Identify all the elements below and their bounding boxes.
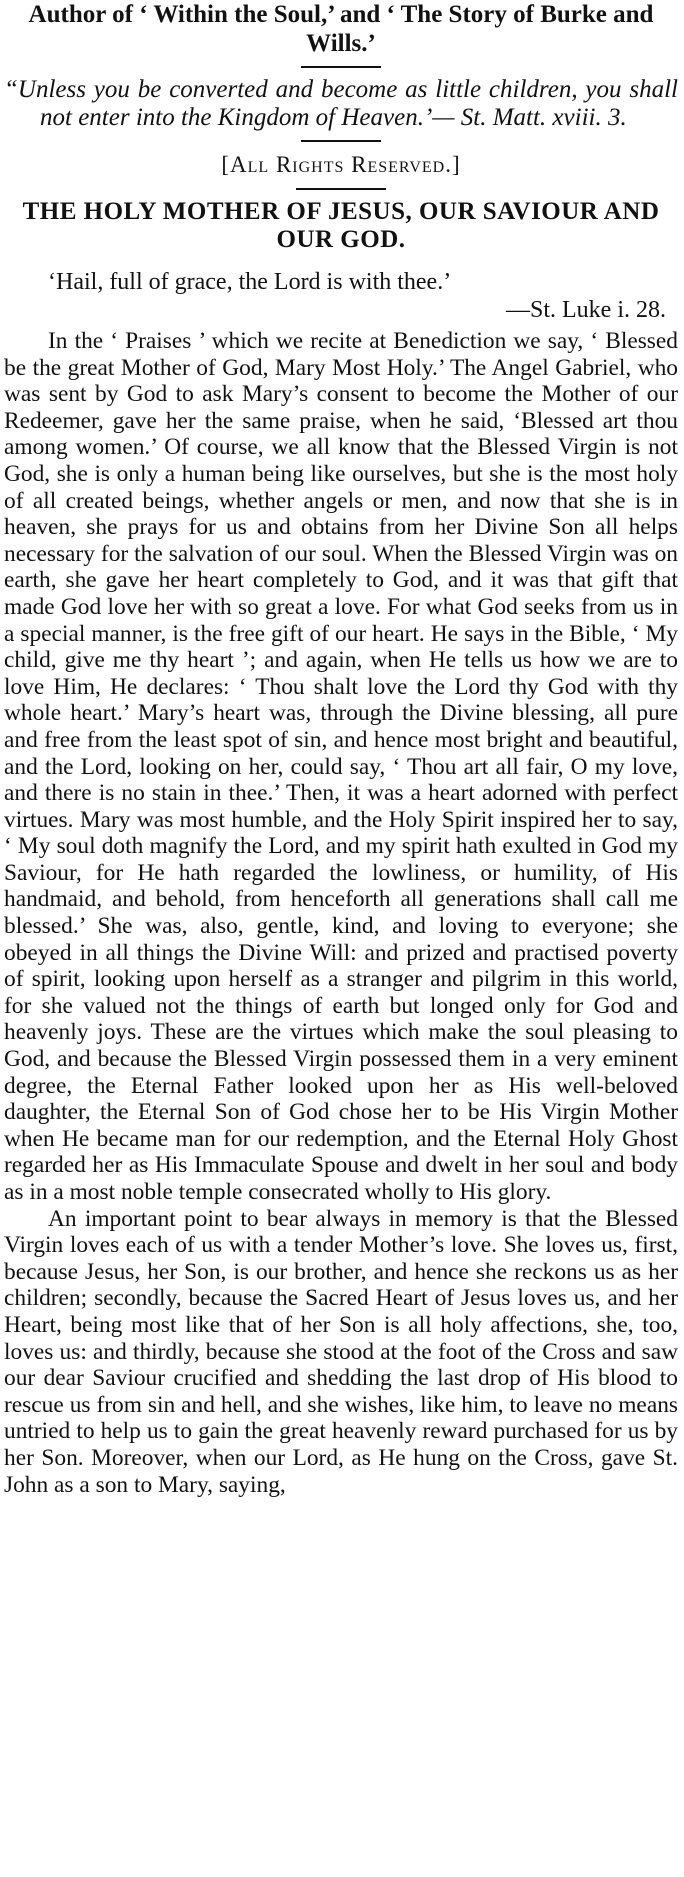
scripture-source: —St. Luke i. 28. bbox=[506, 297, 666, 323]
rights-notice: [All Rights Reserved.] bbox=[221, 152, 461, 177]
paragraph: In the ‘ Praises ’ which we recite at Benediction we say, ‘ Blessed be the great Mother of God, Mary Most Holy.’ The Angel Gabriel, who was sent by God to ask Mary’s consent to become the Mother of our Redeemer, gave her the same praise, when he said, ‘Blessed art thou among women.’ Of course, we all know that the Blessed Virgin is not God, she is only a human being like ourselves, but she is the most holy of all created beings, whether angels or men, and now that she is in heaven, she prays for us and obtains from her Divine Son all helps necessary for the salvation of our soul. When the Blessed Virgin was on earth, she gave her heart completely to God, and it was that gift that made God love her with so great a love. For what God seeks from us in a special manner, is the free gift of our heart. He says in the Bible, ‘ My child, give me thy heart ’; and again, when He tells us how we are to love Him, He declares: ‘ Thou shalt love the Lord thy God with thy whole heart.’ Mary’s heart was, through the Divine blessing, all pure and free from the least spot of sin, and hence most bright and beautiful, and the Lord, looking on her, could say, ‘ Thou art all fair, O my love, and there is no stain in thee.’ Then, it was a heart adorned with perfect virtues. Mary was most humble, and the Holy Spirit inspired her to say, ‘ My soul doth magnify the Lord, and my spirit hath exulted in God my Saviour, for He hath regarded the lowliness, or humility, of His handmaid, and behold, from henceforth all generations shall call me blessed.’ She was, also, gentle, kind, and loving to everyone; she obeyed in all things the Divine Will: and prized and practised poverty of spirit, looking upon herself as a stranger and pilgrim in this world, for she valued not the things of earth but longed only for God and heavenly joys. These are the virtues which make the soul pleasing to God, and because the Blessed Virgin possessed them in a very eminent degree, the Eternal Father looked upon her as His well-beloved daughter, the Eternal Son of God chose her to be His Virgin Mother when He became man for our redemption, and the Eternal Holy Ghost regarded her as His Immaculate Spouse and dwelt in her soul and body as in a most noble temple consecrated wholly to His glory. bbox=[4, 328, 678, 1205]
divider bbox=[301, 66, 381, 68]
divider bbox=[296, 188, 386, 190]
rights-text: All Rights Reserved. bbox=[230, 152, 452, 177]
epigraph: “Unless you be converted and become as little children, you shall not enter into the Kingdom of Heaven.’— St. Matt. xviii. 3. bbox=[4, 76, 678, 131]
article-title: THE HOLY MOTHER OF JESUS, OUR SAVIOUR AND OUR GOD. bbox=[22, 198, 660, 253]
paragraph: An important point to bear always in memory is that the Blessed Virgin loves each of us with a tender Mother’s love. She loves us, first, because Jesus, her Son, is our brother, and hence she reckons us as her children; secondly, because the Sacred Heart of Jesus loves us, and her Heart, being most like that of her Son is all holy affections, she, too, loves us: and thirdly, because she stood at the foot of the Cross and saw our dear Saviour crucified and shedding the last drop of His blood to rescue us from sin and hell, and she wishes, like him, to leave no means untried to help us to gain the great heavenly reward purchased for us by her Son. Moreover, when our Lord, as He hung on the Cross, gave St. John as a son to Mary, saying, bbox=[4, 1205, 678, 1498]
author-line: Author of ‘ Within the Soul,’ and ‘ The Story of Burke and Wills.’ bbox=[28, 1, 654, 57]
scripture-quote: ‘Hail, full of grace, the Lord is with thee.’ bbox=[48, 269, 452, 295]
divider bbox=[301, 140, 381, 142]
